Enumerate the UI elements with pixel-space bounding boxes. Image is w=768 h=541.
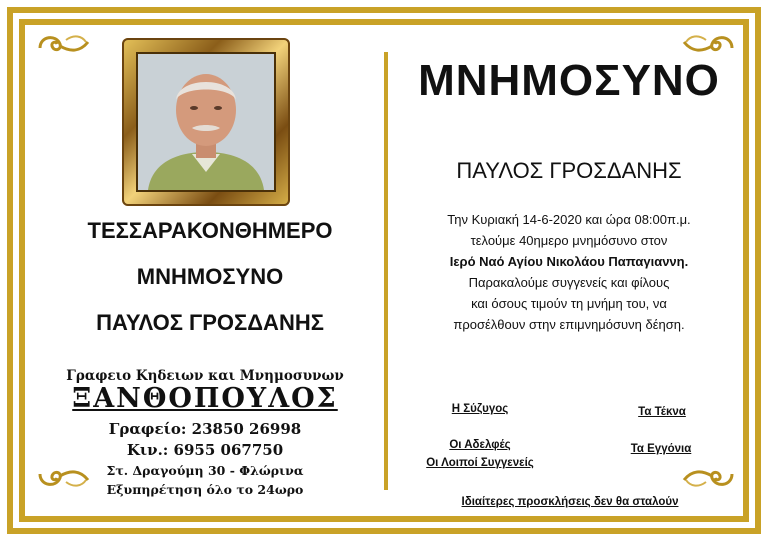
portrait-person-icon — [138, 54, 274, 190]
mourner-relatives: Οι Λοιποί Συγγενείς — [426, 457, 534, 469]
mourner-siblings: Οι Αδελφές — [449, 439, 511, 451]
mobile-phone: Κιν.: 6955 067750 — [126, 441, 284, 459]
title-tessarakonthimero: ΤΕΣΣΑΡΑΚΟΝΘΗΜΕΡΟ — [87, 218, 333, 243]
invitation-line-1: Την Κυριακή 14-6-2020 και ώρα 08:00π.μ. — [447, 212, 691, 227]
address: Στ. Δραγούμη 30 - Φλώρινα — [106, 463, 304, 478]
deceased-name-right: ΠΑΥΛΟΣ ΓΡΟΣΔΑΝΗΣ — [456, 158, 682, 183]
portrait-mat — [136, 52, 276, 192]
invitation-line-6: προσέλθουν στην επιμνημόσυνη δέηση. — [453, 317, 685, 332]
portrait-frame — [122, 38, 290, 206]
heading-mnimosyno: ΜΝΗΜΟΣΥΝΟ — [418, 56, 720, 105]
corner-ornament-top-left-icon — [36, 32, 92, 56]
service-hours: Εξυπηρέτηση όλο το 24ωρο — [106, 482, 304, 497]
invitation-line-4: Παρακαλούμε συγγενείς και φίλους — [468, 275, 670, 290]
mourner-grandchildren: Τα Εγγόνια — [630, 443, 692, 455]
corner-ornament-bottom-right-icon — [680, 466, 736, 490]
invitation-text — [396, 209, 742, 335]
invitation-line-3: Ιερό Ναό Αγίου Νικολάου Παπαγιαννη. — [449, 254, 689, 269]
funeral-home-brand: ΞΑΝΘΟΠΟΥΛΟΣ — [72, 383, 338, 414]
footer-notice: Ιδιαίτερες προσκλήσεις δεν θα σταλούν — [461, 496, 679, 508]
title-mnimosyno-left: ΜΝΗΜΟΣΥΝΟ — [136, 264, 284, 289]
invitation-line-5: και όσους τιμούν τη μνήμη του, να — [471, 296, 667, 311]
deceased-name-left: ΠΑΥΛΟΣ ΓΡΟΣΔΑΝΗΣ — [96, 310, 324, 335]
mourner-spouse: Η Σύζυγος — [451, 403, 509, 415]
office-phone: Γραφείο: 23850 26998 — [108, 420, 302, 438]
funeral-home-label: Γραφειο Κηδειων και Μνημοσυνων — [66, 368, 344, 384]
portrait-photo — [138, 54, 274, 190]
invitation-line-2: τελούμε 40ημερο μνημόσυνο στον — [470, 233, 668, 248]
column-divider — [384, 52, 388, 490]
mourner-children: Τα Τέκνα — [638, 406, 686, 418]
corner-ornament-top-right-icon — [680, 32, 736, 56]
